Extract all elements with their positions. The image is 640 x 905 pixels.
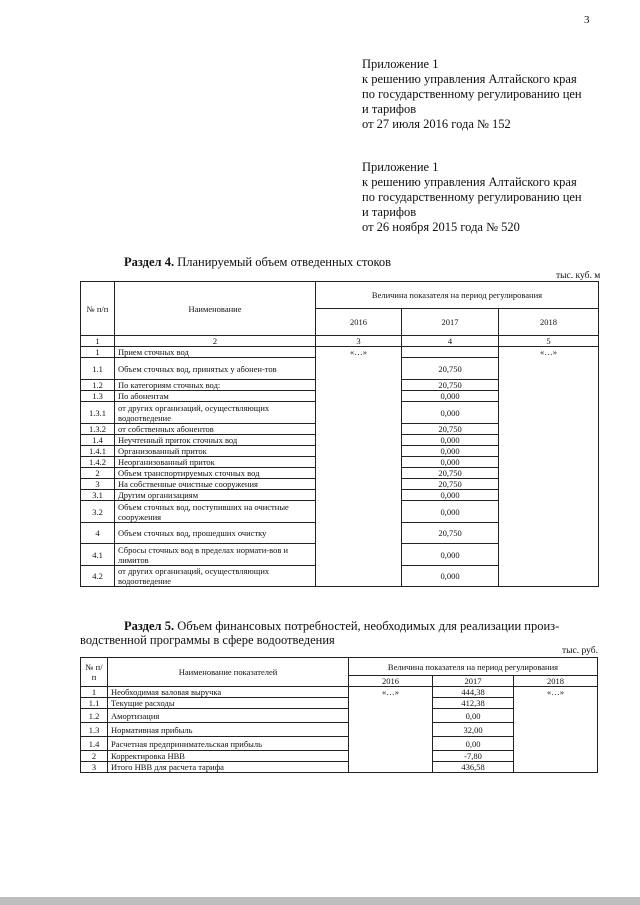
appendix-line: и тарифов — [362, 205, 417, 219]
row-number: 3 — [81, 479, 115, 490]
row-number: 3.1 — [81, 490, 115, 501]
value-2017: 0,000 — [402, 566, 499, 587]
section4-title — [124, 255, 391, 270]
value-2018: «…» — [499, 347, 599, 587]
appendix-line: к решению управления Алтайского края — [362, 175, 577, 189]
row-name: Амортизация — [108, 709, 349, 723]
row-number: 1 — [81, 347, 115, 358]
value-2017: 20,750 — [402, 468, 499, 479]
row-name: Текущие расходы — [108, 698, 349, 709]
column-number: 1 — [81, 336, 115, 347]
value-2017: 412,38 — [433, 698, 514, 709]
value-2017: 20,750 — [402, 358, 499, 380]
row-number: 1.2 — [81, 380, 115, 391]
row-name: Сбросы сточных вод в пределах нормати-вов и лимитов — [115, 544, 316, 566]
table-row — [81, 687, 598, 698]
value-2018: «…» — [514, 687, 598, 773]
row-number: 3.2 — [81, 501, 115, 523]
scan-bottom-edge — [0, 897, 640, 905]
appendix-line: Приложение 1 — [362, 57, 439, 71]
appendix-block-2 — [362, 160, 582, 235]
section5-table — [80, 657, 598, 773]
section5-title — [124, 619, 559, 634]
value-2017: -7,80 — [433, 751, 514, 762]
header-year-2016: 2016 — [316, 309, 402, 336]
row-name: По категориям сточных вод: — [115, 380, 316, 391]
row-name: Объем сточных вод, прошедших очистку — [115, 523, 316, 544]
value-2017: 0,000 — [402, 457, 499, 468]
row-number: 1.4 — [81, 435, 115, 446]
column-number: 3 — [316, 336, 402, 347]
appendix-line: Приложение 1 — [362, 160, 439, 174]
appendix-line: по государственному регулированию цен — [362, 87, 582, 101]
value-2016: «…» — [316, 347, 402, 587]
row-name: Нормативная прибыль — [108, 723, 349, 737]
appendix-line: по государственному регулированию цен — [362, 190, 582, 204]
value-2017: 20,750 — [402, 479, 499, 490]
value-2017: 20,750 — [402, 424, 499, 435]
header-group: Величина показателя на период регулирования — [349, 658, 598, 676]
section5-unit: тыс. руб. — [562, 646, 598, 656]
row-name: Другим организациям — [115, 490, 316, 501]
row-name: Объем сточных вод, принятых у абонен-тов — [115, 358, 316, 380]
row-name: от других организаций, осуществляющих водоотведение — [115, 566, 316, 587]
header-year-2018: 2018 — [514, 676, 598, 687]
row-number: 1.3 — [81, 391, 115, 402]
header-num: № п/п — [81, 658, 108, 687]
row-number: 1.4.1 — [81, 446, 115, 457]
header-year-2018: 2018 — [499, 309, 599, 336]
value-2017: 0,000 — [402, 391, 499, 402]
row-number: 4 — [81, 523, 115, 544]
section4-table — [80, 281, 599, 587]
row-number: 4.1 — [81, 544, 115, 566]
row-number: 3 — [81, 762, 108, 773]
row-name: Корректировка НВВ — [108, 751, 349, 762]
value-2017: 0,000 — [402, 435, 499, 446]
row-number: 1.3.1 — [81, 402, 115, 424]
header-num: № п/п — [81, 282, 115, 336]
column-number: 5 — [499, 336, 599, 347]
section4-title-bold: Раздел 4. — [124, 255, 175, 269]
row-number: 1 — [81, 687, 108, 698]
row-number: 1.2 — [81, 709, 108, 723]
header-year-2017: 2017 — [402, 309, 499, 336]
appendix-block-1 — [362, 57, 582, 132]
row-number: 1.3.2 — [81, 424, 115, 435]
row-number: 2 — [81, 751, 108, 762]
row-number: 1.1 — [81, 358, 115, 380]
value-2017: 20,750 — [402, 380, 499, 391]
value-2017: 20,750 — [402, 523, 499, 544]
header-year-2016: 2016 — [349, 676, 433, 687]
section5-title-text: Объем финансовых потребностей, необходимых для реализации произ- — [174, 619, 560, 633]
value-2016: «…» — [349, 687, 433, 773]
row-number: 1.4 — [81, 737, 108, 751]
value-2017: 0,000 — [402, 446, 499, 457]
row-name: Объем транспортируемых сточных вод — [115, 468, 316, 479]
row-name: от других организаций, осуществляющих водоотведение — [115, 402, 316, 424]
header-name: Наименование — [115, 282, 316, 336]
row-number: 1.3 — [81, 723, 108, 737]
row-name: Неучтенный приток сточных вод — [115, 435, 316, 446]
appendix-line: от 26 ноября 2015 года № 520 — [362, 220, 520, 234]
value-2017: 0,000 — [402, 490, 499, 501]
page-number: 3 — [584, 14, 590, 26]
value-2017: 0,000 — [402, 402, 499, 424]
row-name: По абонентам — [115, 391, 316, 402]
row-name: Объем сточных вод, поступивших на очистные сооружения — [115, 501, 316, 523]
row-number: 2 — [81, 468, 115, 479]
table-row — [81, 347, 599, 358]
appendix-line: от 27 июля 2016 года № 152 — [362, 117, 511, 131]
header-name: Наименование показателей — [108, 658, 349, 687]
row-name: Необходимая валовая выручка — [108, 687, 349, 698]
value-2017: 436,58 — [433, 762, 514, 773]
value-2017: 0,000 — [402, 501, 499, 523]
appendix-line: и тарифов — [362, 102, 417, 116]
value-2017 — [402, 347, 499, 358]
row-number: 1.1 — [81, 698, 108, 709]
value-2017: 32,00 — [433, 723, 514, 737]
column-number: 2 — [115, 336, 316, 347]
value-2017: 0,00 — [433, 737, 514, 751]
row-name: На собственные очистные сооружения — [115, 479, 316, 490]
section5-title-bold: Раздел 5. — [124, 619, 175, 633]
row-number: 1.4.2 — [81, 457, 115, 468]
header-year-2017: 2017 — [433, 676, 514, 687]
appendix-line: к решению управления Алтайского края — [362, 72, 577, 86]
row-number: 4.2 — [81, 566, 115, 587]
row-name: Прием сточных вод — [115, 347, 316, 358]
section4-title-text: Планируемый объем отведенных стоков — [174, 255, 392, 269]
header-group: Величина показателя на период регулирования — [316, 282, 599, 309]
value-2017: 444,38 — [433, 687, 514, 698]
section4-unit: тыс. куб. м — [556, 271, 601, 281]
row-name: Итого НВВ для расчета тарифа — [108, 762, 349, 773]
section5-title-line2: водственной программы в сфере водоотведения — [80, 633, 335, 647]
row-name: Расчетная предпринимательская прибыль — [108, 737, 349, 751]
row-name: Неорганизованный приток — [115, 457, 316, 468]
value-2017: 0,00 — [433, 709, 514, 723]
value-2017: 0,000 — [402, 544, 499, 566]
row-name: Организованный приток — [115, 446, 316, 457]
column-number: 4 — [402, 336, 499, 347]
row-name: от собственных абонентов — [115, 424, 316, 435]
